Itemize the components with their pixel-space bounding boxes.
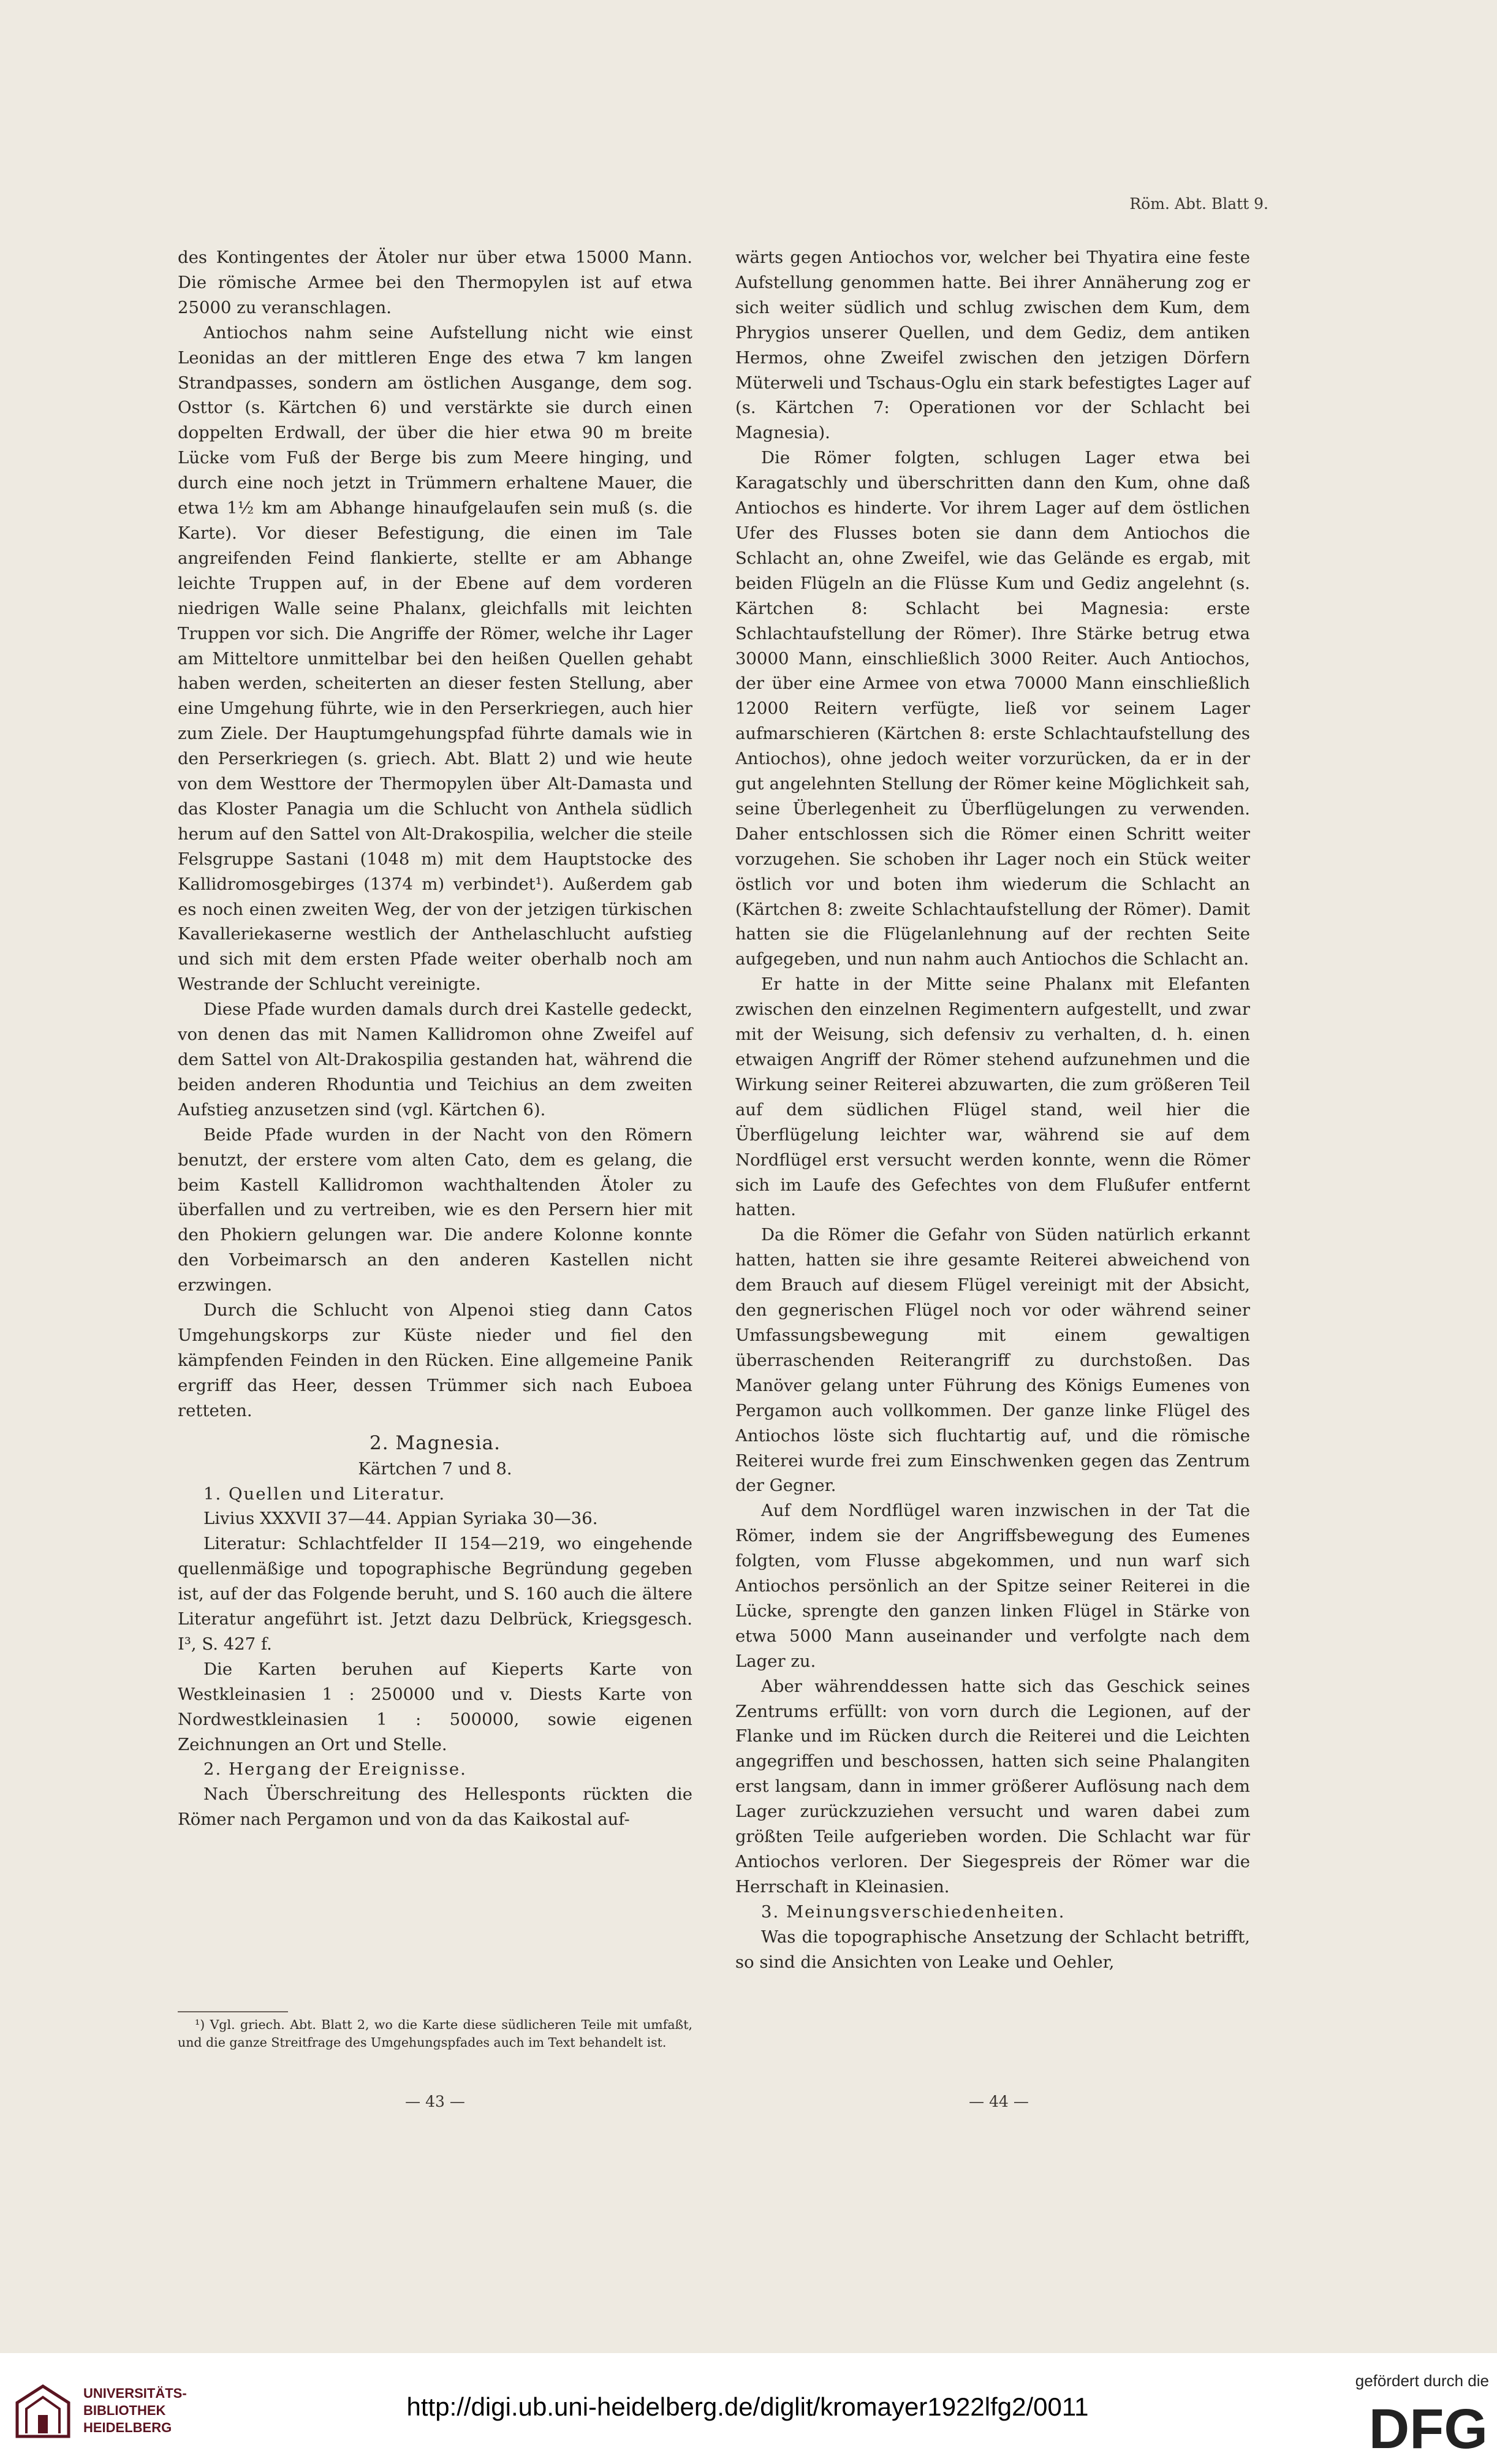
right-column (735, 245, 1250, 1975)
page-number-left: — 43 — (405, 2093, 465, 2110)
footnote: ¹) Vgl. griech. Abt. Blatt 2, wo die Karte diese südlicheren Teile mit umfaßt, und die ganze Streitfrage des Umgehungspfades auch im Text behandelt ist. (178, 2017, 692, 2050)
university-seal-icon (11, 2381, 75, 2439)
left-column (178, 245, 692, 1832)
paragraph: Auf dem Nordflügel waren inzwischen in der Tat die Römer, indem sie der Angriffsbewegung des Eumenes folgten, vom Flusse abgekommen, und nun warf sich Antiochos persönlich an der Spitze seiner Reiterei in die Lücke, sprengte den ganzen linken Flügel in Stärke von etwa 5000 Mann auseinander und verfolgte nach dem Lager zu. (735, 1501, 1250, 1671)
library-logo[interactable] (11, 2376, 207, 2445)
subsection-title: 3. Meinungsverschiedenheiten. (761, 1901, 1066, 1922)
paragraph: wärts gegen Antiochos vor, welcher bei Thyatira eine feste Aufstellung genommen hatte. Bei ihrer Annäherung zog er sich weiter südlich und schlug zwischen dem Kum, dem Phrygios unserer Quellen, und dem Gediz, dem antiken Hermos, ohne Zweifel zwischen den jetzigen Dörfern Müterweli und Tschaus-Oglu ein stark befestigtes Lager auf (s. Kärtchen 7: Operationen vor der Schlacht bei Magnesia). (735, 248, 1250, 443)
page-number-right: — 44 — (969, 2093, 1029, 2110)
section-title: 2. Magnesia. (370, 1431, 501, 1454)
paragraph: Da die Römer die Gefahr von Süden natürlich erkannt hatten, hatten sie ihre gesamte Reiterei abweichend von dem Brauch auf diesem Flügel vereinigt mit der Absicht, den gegnerischen Flügel noch vor oder während seiner Umfassungsbewegung mit einem gewaltigen überraschenden Reiterangriff zu durchstoßen. Das Manöver gelang unter Führung des Königs Eumenes von Pergamon auch vollkommen. Der ganze linke Flügel des Antiochos löste sich fluchtartig auf, und die römische Reiterei wurde frei zum Einschwenken gegen das Zentrum der Gegner. (735, 1225, 1250, 1496)
paragraph: Die Karten beruhen auf Kieperts Karte von Westkleinasien 1 : 250000 und v. Diests Karte von Nordwestkleinasien 1 : 500000, sowie eigenen Zeichnungen an Ort und Stelle. (178, 1659, 692, 1754)
paragraph: Beide Pfade wurden in der Nacht von den Römern benutzt, der erstere vom alten Cato, dem es gelang, die beim Kastell Kallidromon wachthaltenden Ätoler zu überfallen und zu vertreiben, wie es den Persern hier mit den Phokiern gelungen war. Die andere Kolonne konnte den Vorbeimarsch an den anderen Kastellen nicht erzwingen. (178, 1124, 692, 1295)
source-url-link[interactable]: http://digi.ub.uni-heidelberg.de/diglit/kromayer1922lfg2/0011 (406, 2392, 1089, 2421)
funder-badge[interactable] (1311, 2371, 1489, 2454)
paragraph: Literatur: Schlachtfelder II 154—219, wo eingehende quellenmäßige und topographische Begründung gegeben ist, auf der das Folgende beruht, und S. 160 auch die ältere Literatur angeführt ist. Jetzt dazu Delbrück, Kriegsgesch. I³, S. 427 f. (178, 1534, 692, 1654)
paragraph: Diese Pfade wurden damals durch drei Kastelle gedeckt, von denen das mit Namen Kallidromon ohne Zweifel auf dem Sattel von Alt-Drakospilia gestanden hat, während die beiden anderen Rhoduntia und Teichius an dem zweiten Aufstieg anzusetzen sind (vgl. Kärtchen 6). (178, 999, 692, 1120)
subsection-title: 2. Hergang der Ereignisse. (203, 1759, 467, 1780)
running-head: Röm. Abt. Blatt 9. (1129, 195, 1268, 213)
subsection-title: 1. Quellen und Literatur. (203, 1484, 446, 1504)
paragraph: Durch die Schlucht von Alpenoi stieg dann Catos Umgehungskorps zur Küste nieder und fiel den kämpfenden Feinden in den Rücken. Eine allgemeine Panik ergriff das Heer, dessen Trümmer sich nach Euboea retteten. (178, 1300, 692, 1420)
footnote-rule (178, 2011, 288, 2012)
library-name: UNIVERSITÄTS- BIBLIOTHEK HEIDELBERG (83, 2386, 187, 2435)
footer-bar (0, 2353, 1497, 2464)
dfg-logo-text: DFG (1368, 2398, 1488, 2454)
dfg-logo-icon (1324, 2396, 1489, 2454)
paragraph: Livius XXXVII 37—44. Appian Syriaka 30—36. (203, 1509, 598, 1529)
paragraph: Aber währenddessen hatte sich das Geschick seines Zentrums erfüllt: von vorn durch die Legionen, auf der Flanke und im Rücken durch die Reiterei und die Leichten angegriffen und beschossen, hatten sich seine Phalangiten erst langsam, dann in immer größerer Auflösung nach dem Lager zurückzuziehen versucht und waren dabei zum größten Teile aufgerieben worden. Die Schlacht war für Antiochos verloren. Der Siegespreis der Römer war die Herrschaft in Kleinasien. (735, 1676, 1250, 1897)
funder-label: gefördert durch die (1355, 2371, 1489, 2390)
paragraph: Nach Überschreitung des Hellesponts rückten die Römer nach Pergamon und von da das Kaikostal auf- (178, 1784, 692, 1830)
paragraph: Er hatte in der Mitte seine Phalanx mit Elefanten zwischen den einzelnen Regimentern aufgestellt, und zwar mit der Weisung, sich defensiv zu verhalten, d. h. einen etwaigen Angriff der Römer stehend aufzunehmen und die Wirkung seiner Reiterei abzuwarten, die zum größeren Teil auf dem südlichen Flügel stand, weil hier die Überflügelung leichter war, während sie auf dem Nordflügel erst versucht werden konnte, wenn die Römer sich im Laufe des Gefechtes von dem Flußufer entfernt hatten. (735, 974, 1250, 1220)
paragraph: Antiochos nahm seine Aufstellung nicht wie einst Leonidas an der mittleren Enge des etwa 7 km langen Strandpasses, sondern am östlichen Ausgange, dem sog. Osttor (s. Kärtchen 6) und verstärkte sie durch einen doppelten Erdwall, der über die hier etwa 90 m breite Lücke vom Fuß der Berge bis zum Meere hinging, und durch eine noch jetzt in Trümmern erhaltene Mauer, die etwa 1½ km am Abhange hinaufgelaufen sein muß (s. die Karte). Vor dieser Befestigung, die einen im Tale angreifenden Feind flankierte, stellte er am Abhange leichte Truppen auf, in der Ebene auf dem vorderen niedrigen Walle seine Phalanx, gleichfalls mit leichten Truppen vor sich. Die Angriffe der Römer, welche ihr Lager am Mitteltore unmittelbar bei den heißen Quellen gehabt haben werden, scheiterten an dieser festen Stellung, aber eine Umgehung führte, wie in den Perserkriegen, auch hier zum Ziele. Der Hauptumgehungspfad führte damals wie in den Perserkriegen (s. griech. Abt. Blatt 2) und wie heute von dem Westtore der Thermopylen über Alt-Damasta und das Kloster Panagia um die Schlucht von Anthela südlich herum auf den Sattel von Alt-Drakospilia, welcher die steile Felsgruppe Sastani (1048 m) mit dem Hauptstocke des Kallidromosgebirges (1374 m) verbindet¹). Außerdem gab es noch einen zweiten Weg, der von der jetzigen türkischen Kavalleriekaserne westlich der Anthelaschlucht aufstieg und sich mit dem ersten Pfade weiter oberhalb noch am Westrande der Schlucht vereinigte. (178, 322, 692, 995)
paragraph: Die Römer folgten, schlugen Lager etwa bei Karagatschly und überschritten dann den Kum, ohne daß Antiochos es hinderte. Vor ihrem Lager auf dem östlichen Ufer des Flusses boten sie dann dem Antiochos die Schlacht an, ohne Zweifel, wie das Gelände es ergab, mit beiden Flügeln an die Flüsse Kum und Gediz angelehnt (s. Kärtchen 8: Schlacht bei Magnesia: erste Schlachtaufstellung der Römer). Ihre Stärke betrug etwa 30000 Mann, einschließlich 3000 Reiter. Auch Antiochos, der über eine Armee von etwa 70000 Mann einschließlich 12000 Reitern verfügte, ließ vor seinem Lager aufmarschieren (Kärtchen 8: erste Schlachtaufstellung des Antiochos), ohne jedoch weiter vorzurücken, da er in der gut angelehnten Stellung der Römer keine Möglichkeit sah, seine Überlegenheit zu Überflügelungen zu verwenden. Daher entschlossen sich die Römer einen Schritt weiter vorzugehen. Sie schoben ihr Lager noch ein Stück weiter östlich vor und boten ihm wiederum die Schlacht an (Kärtchen 8: zweite Schlachtaufstellung der Römer). Damit hatten sie die Flügelanlehnung auf der rechten Seite aufgegeben, und nun nahm auch Antiochos die Schlacht an. (735, 448, 1250, 969)
paragraph: Was die topographische Ansetzung der Schlacht betrifft, so sind die Ansichten von Leake und Oehler, (735, 1927, 1250, 1972)
paragraph: des Kontingentes der Ätoler nur über etwa 15000 Mann. Die römische Armee bei den Thermopylen ist auf etwa 25000 zu veranschlagen. (178, 248, 692, 317)
section-subtitle: Kärtchen 7 und 8. (358, 1458, 512, 1479)
